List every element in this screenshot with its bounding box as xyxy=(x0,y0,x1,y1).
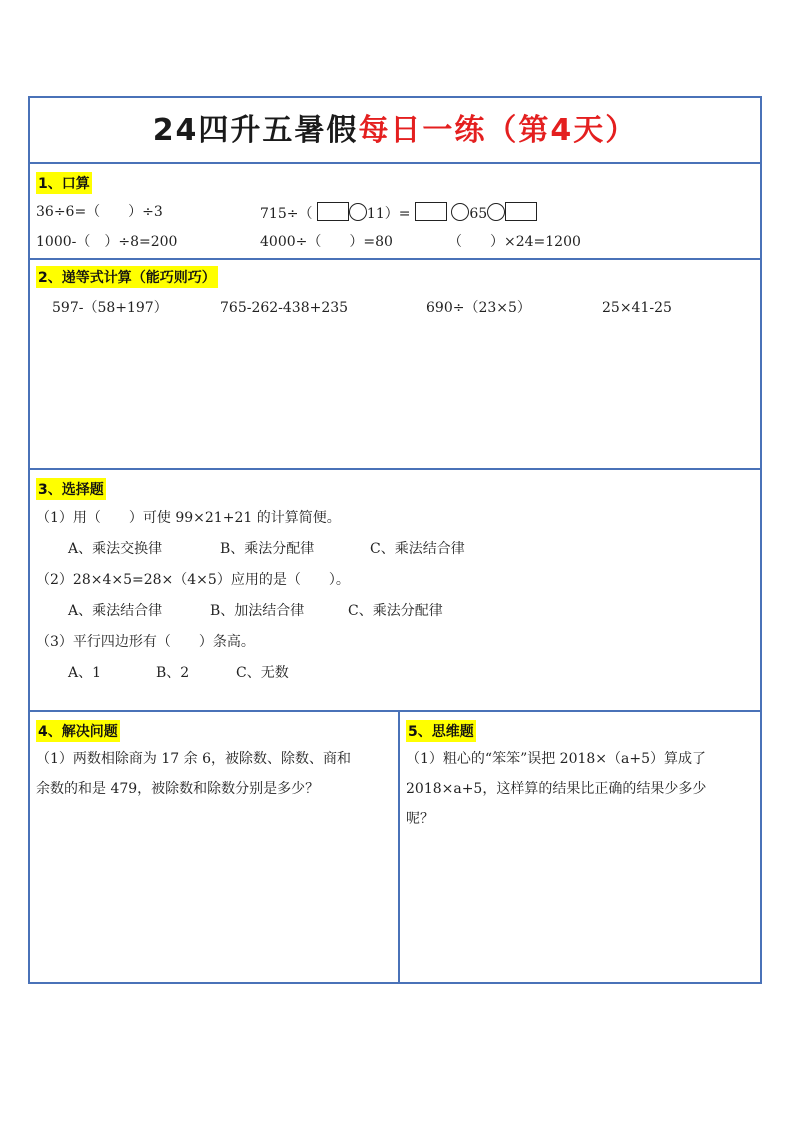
section-5-header: 5、思维题 xyxy=(406,720,476,742)
worksheet xyxy=(28,96,762,984)
step-item-3: 690÷（23×5） xyxy=(426,300,531,316)
q2-option-b: B、加法结合律 xyxy=(210,603,305,619)
calc-2-end: 65 xyxy=(469,206,488,222)
q1-option-b: B、乘法分配律 xyxy=(220,541,315,557)
step-item-1: 597-（58+197） xyxy=(52,300,168,316)
calc-4: 4000÷（ ）=80 xyxy=(260,234,393,250)
q2-option-c: C、乘法分配律 xyxy=(348,603,443,619)
thinking-line-3: 呢？ xyxy=(406,811,434,827)
title-red: 每日一练（第4天） xyxy=(358,113,638,148)
q3-option-b: B、2 xyxy=(156,665,190,681)
section-thinking xyxy=(400,712,760,984)
blank-circle[interactable] xyxy=(487,203,505,221)
calc-2-mid: 11）= xyxy=(366,206,411,222)
blank-circle[interactable] xyxy=(349,203,367,221)
step-item-2: 765-262-438+235 xyxy=(220,300,349,316)
question-2: （2）28×4×5=28×（4×5）应用的是（ ）。 xyxy=(36,572,350,588)
calc-2 xyxy=(260,202,537,224)
thinking-line-1: （1）粗心的“笨笨”误把 2018×（a+5）算成了 xyxy=(406,751,707,767)
section-3-header: 3、选择题 xyxy=(36,478,106,500)
blank-circle[interactable] xyxy=(451,203,469,221)
problem-line-1: （1）两数相除商为 17 余 6，被除数、除数、商和 xyxy=(36,751,351,767)
q3-option-a: A、1 xyxy=(68,665,102,681)
blank-box[interactable] xyxy=(317,202,349,221)
calc-1: 36÷6=（ ）÷3 xyxy=(36,204,163,220)
question-1: （1）用（ ）可使 99×21+21 的计算简便。 xyxy=(36,510,341,526)
thinking-line-2: 2018×a+5，这样算的结果比正确的结果少多少 xyxy=(406,781,707,797)
q3-option-c: C、无数 xyxy=(236,665,289,681)
section-choice xyxy=(30,470,760,712)
q2-option-a: A、乘法结合律 xyxy=(68,603,163,619)
step-item-4: 25×41-25 xyxy=(602,300,672,316)
q1-option-c: C、乘法结合律 xyxy=(370,541,465,557)
section-step-calc xyxy=(30,260,760,470)
q1-option-a: A、乘法交换律 xyxy=(68,541,163,557)
calc-5: （ ）×24=1200 xyxy=(448,234,581,250)
section-problem xyxy=(30,712,398,984)
title-black: 24四升五暑假 xyxy=(152,113,359,148)
section-1-header: 1、口算 xyxy=(36,172,92,194)
blank-box[interactable] xyxy=(415,202,447,221)
question-3: （3）平行四边形有（ ）条高。 xyxy=(36,634,255,650)
blank-box[interactable] xyxy=(505,202,537,221)
section-4-header: 4、解决问题 xyxy=(36,720,120,742)
problem-line-2: 余数的和是 479，被除数和除数分别是多少？ xyxy=(36,781,320,797)
page-title xyxy=(30,98,760,164)
calc-3: 1000-（ ）÷8=200 xyxy=(36,234,178,250)
section-oral-calc xyxy=(30,164,760,260)
calc-2-pre: 715÷（ xyxy=(260,206,313,222)
section-2-header: 2、递等式计算（能巧则巧） xyxy=(36,266,218,288)
